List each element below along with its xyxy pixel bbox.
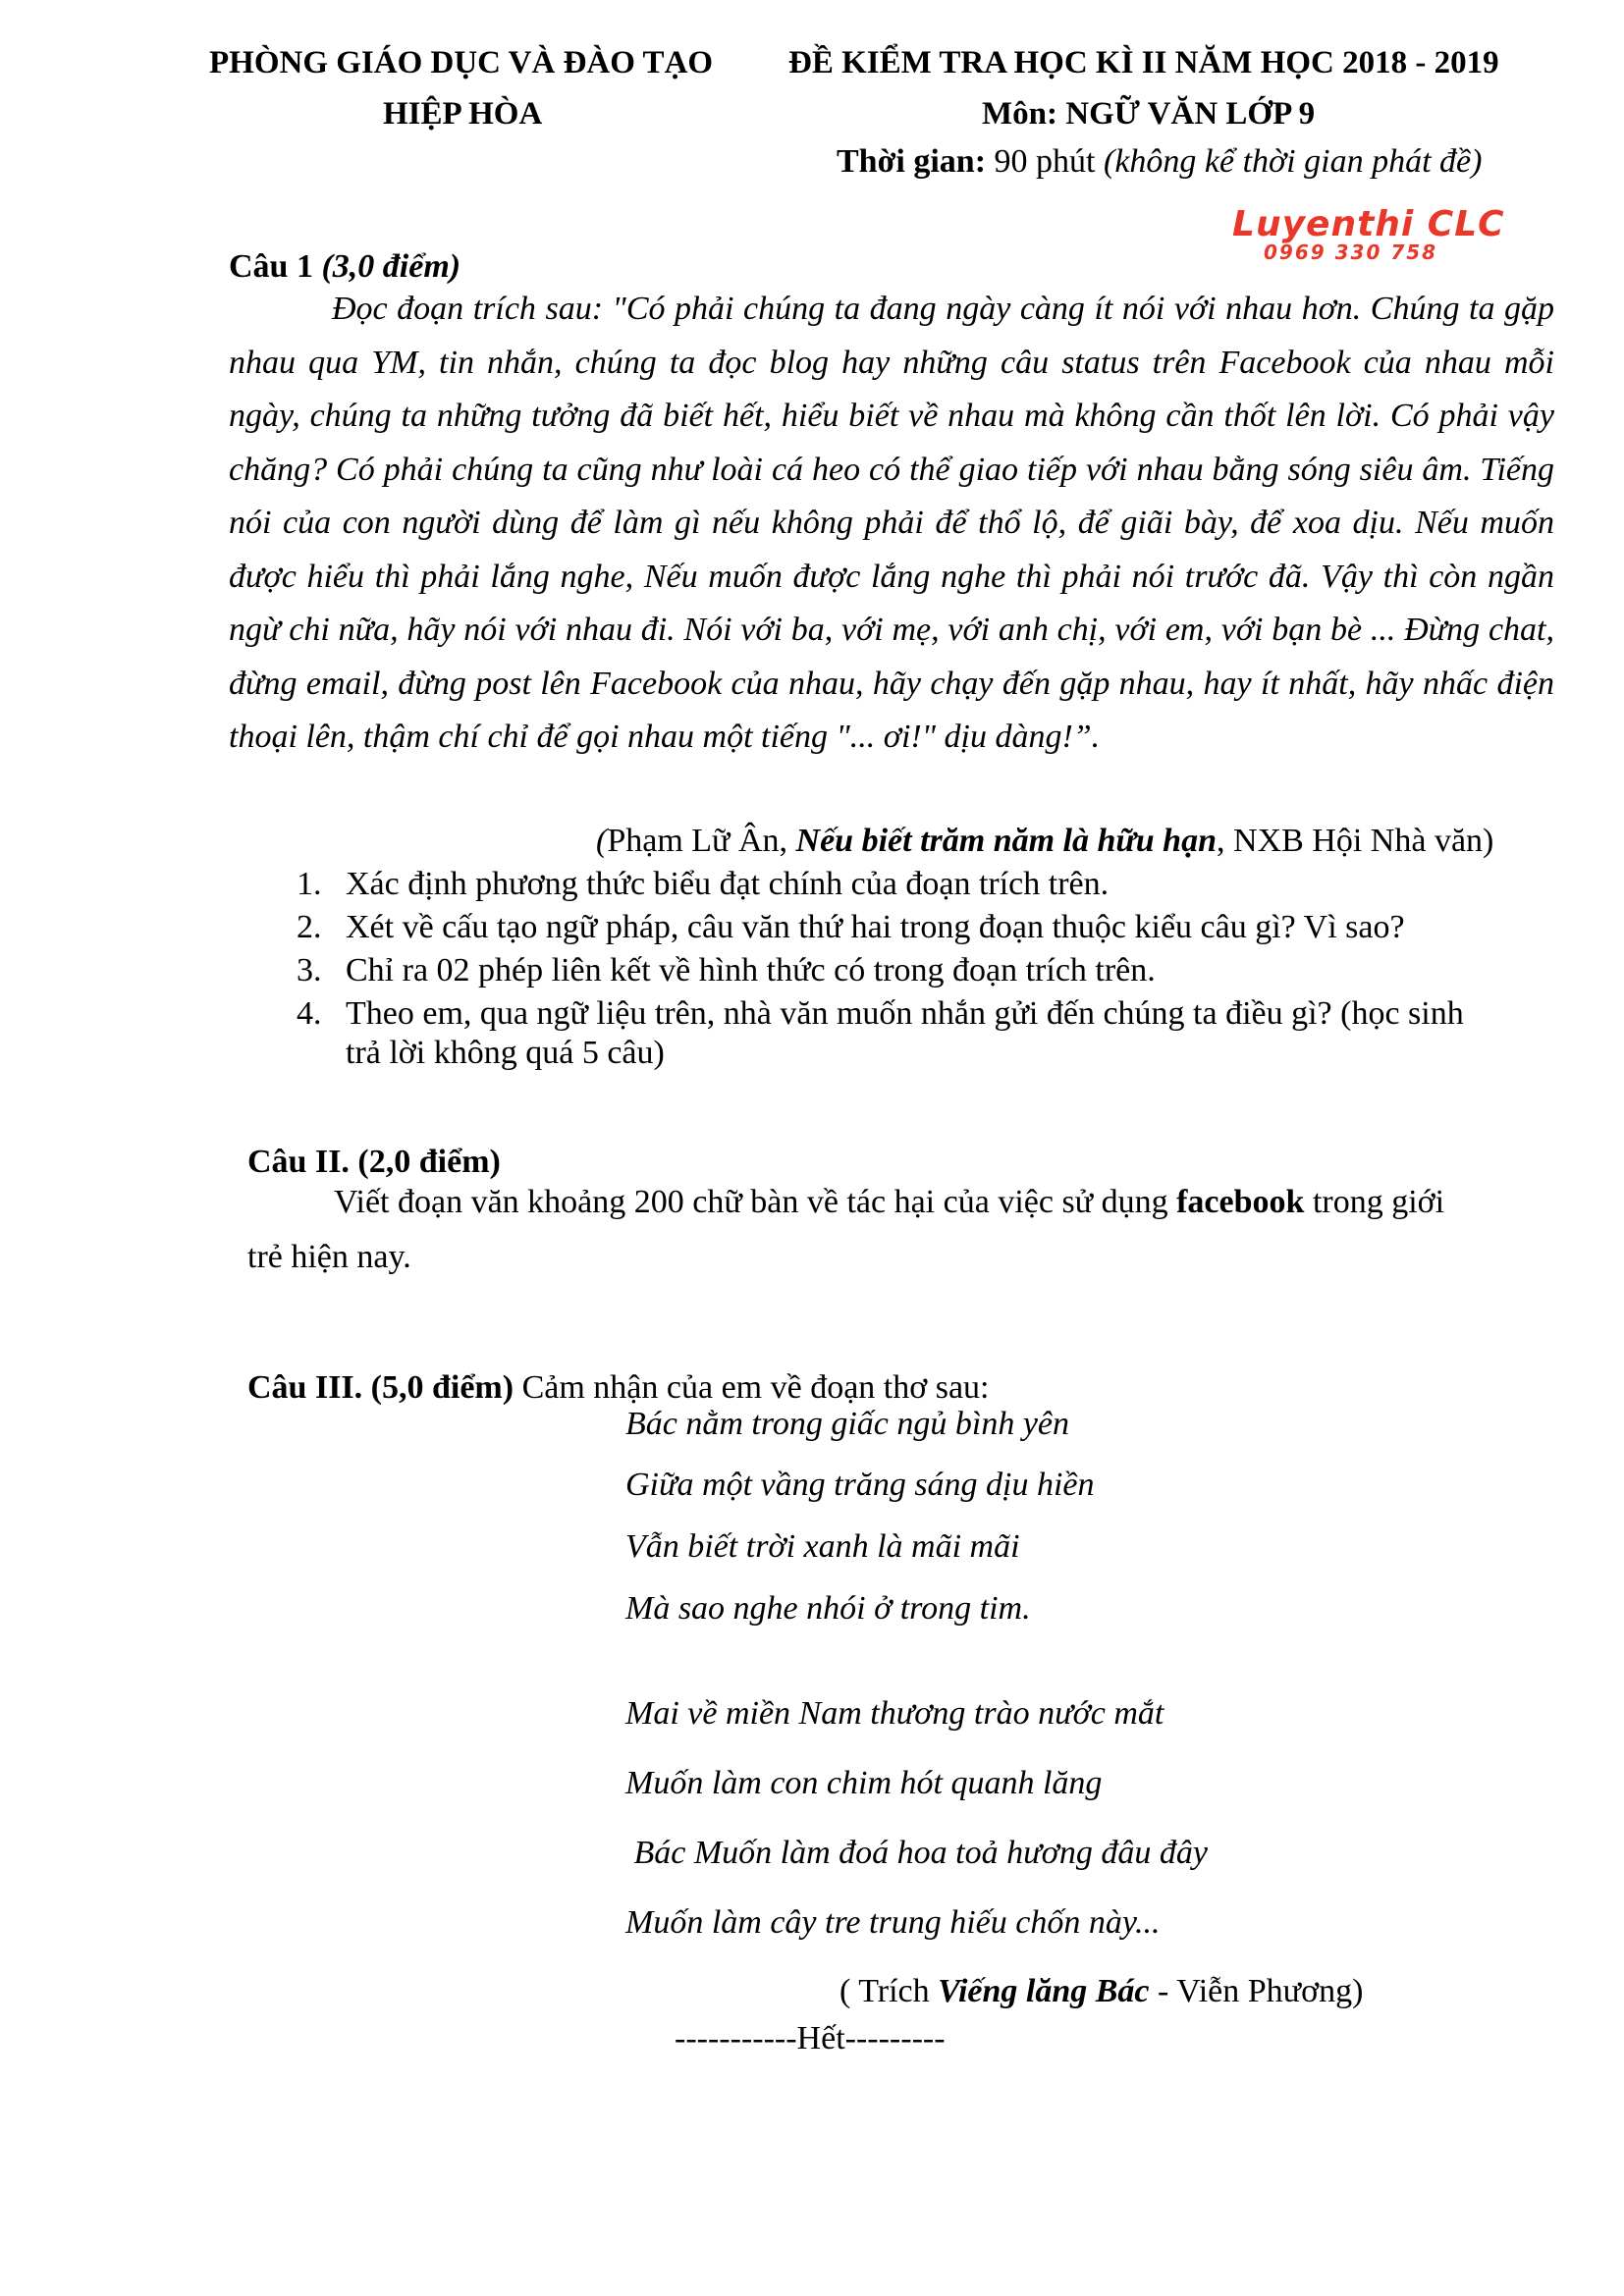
item-text: Chỉ ra 02 phép liên kết về hình thức có trong đoạn trích trên.	[346, 952, 1156, 988]
q1-heading	[229, 248, 460, 286]
q1-task-list	[297, 865, 1573, 1077]
item-number: 3.	[297, 952, 322, 988]
q2-title: Câu II. (2,0 điểm)	[247, 1144, 501, 1180]
poem-line: Muốn làm cây tre trung hiếu chốn này...	[625, 1904, 1161, 1941]
poem-line: Mai về miền Nam thương trào nước mắt	[625, 1695, 1164, 1732]
end-mark: -----------Hết---------	[675, 2020, 946, 2056]
q3-heading	[247, 1369, 989, 1407]
q1-source	[596, 823, 1493, 860]
poem-line: Mà sao nghe nhói ở trong tim.	[625, 1590, 1031, 1627]
luyenthi-logo	[1232, 204, 1505, 264]
logo-phone: 0969 330 758	[1264, 240, 1438, 264]
q2-text-before: Viết đoạn văn khoảng 200 chữ bàn về tác hại của việc sử dụng	[334, 1184, 1177, 1220]
item-text: Xét về cấu tạo ngữ pháp, câu văn thứ hai trong đoạn thuộc kiểu câu gì? Vì sao?	[346, 909, 1405, 945]
q3-source-title: Viếng lăng Bác	[938, 1973, 1150, 2009]
list-item	[297, 908, 1573, 947]
item-number: 4.	[297, 995, 322, 1032]
q1-points: (3,0 điểm)	[321, 248, 461, 285]
q1-title: Câu 1	[229, 248, 322, 285]
poem-line: Bác Muốn làm đoá hoa toả hương đâu đây	[625, 1835, 1208, 1871]
logo-name: Luyenthi CLC	[1232, 204, 1505, 244]
q3-source-prefix: ( Trích	[839, 1973, 939, 2009]
item-number: 1.	[297, 866, 322, 902]
item-number: 2.	[297, 909, 322, 945]
poem-line: Muốn làm con chim hót quanh lăng	[625, 1765, 1103, 1801]
q3-source-suffix: - Viễn Phương)	[1149, 1973, 1364, 2009]
q3-prompt: Cảm nhận của em về đoạn thơ sau:	[514, 1369, 990, 1406]
poem-line: Vẫn biết trời xanh là mãi mãi	[625, 1528, 1020, 1565]
poem-line: Bác nằm trong giấc ngủ bình yên	[625, 1406, 1069, 1442]
q2-text-line2: trẻ hiện nay.	[247, 1239, 411, 1275]
time-label: Thời gian:	[837, 143, 987, 180]
q3-source	[839, 1973, 1363, 2010]
time-value: 90 phút	[986, 143, 1104, 180]
list-item	[297, 951, 1573, 990]
poem-line: Giữa một vầng trăng sáng dịu hiền	[625, 1467, 1095, 1503]
q2-text-after: trong giới	[1304, 1184, 1445, 1220]
time-note: (không kể thời gian phát đề)	[1104, 143, 1483, 180]
exam-title: ĐỀ KIỂM TRA HỌC KÌ II NĂM HỌC 2018 - 2019	[788, 45, 1499, 80]
department-name: PHÒNG GIÁO DỤC VÀ ĐÀO TẠO	[209, 45, 714, 80]
q3-title: Câu III. (5,0 điểm)	[247, 1369, 514, 1406]
q1-source-open: (	[596, 823, 608, 859]
district-name: HIỆP HÒA	[383, 96, 543, 132]
q1-source-book: Nếu biết trăm năm là hữu hạn	[795, 823, 1218, 859]
item-text: Xác định phương thức biểu đạt chính của đoạn trích trên.	[346, 866, 1110, 902]
list-item	[297, 994, 1573, 1073]
q1-source-author: Phạm Lữ Ân,	[607, 823, 796, 859]
subject-line: Môn: NGỮ VĂN LỚP 9	[982, 96, 1316, 132]
q2-text-bold: facebook	[1176, 1184, 1305, 1220]
time-line	[837, 143, 1482, 181]
q1-source-publisher: , NXB Hội Nhà văn)	[1217, 823, 1494, 859]
item-text-continued: trả lời không quá 5 câu)	[346, 1035, 665, 1071]
list-item	[297, 865, 1573, 904]
item-text: Theo em, qua ngữ liệu trên, nhà văn muốn nhắn gửi đến chúng ta điều gì? (học sinh	[346, 995, 1464, 1032]
q2-text	[334, 1184, 1444, 1221]
q1-passage: Đọc đoạn trích sau: "Có phải chúng ta đang ngày càng ít nói với nhau hơn. Chúng ta gặp nhau qua YM, tin nhắn, chúng ta đọc blog hay những câu status trên Facebook của nhau mỗi ngày, chúng ta những tưởng đã biết hết, hiểu biết về nhau mà không cần thốt lên lời. Có phải vậy chăng? Có phải chúng ta cũng như loài cá heo có thể giao tiếp với nhau bằng sóng siêu âm. Tiếng nói của con người dùng để làm gì nếu không phải để thổ lộ, để giãi bày, để xoa dịu. Nếu muốn được hiểu thì phải lắng nghe, Nếu muốn được lắng nghe thì phải nói trước đã. Vậy thì còn ngần ngừ chi nữa, hãy nói với nhau đi. Nói với ba, với mẹ, với anh chị, với em, với bạn bè ... Đừng chat, đừng email, đừng post lên Facebook của nhau, hãy chạy đến gặp nhau, hay ít nhất, hãy nhấc điện thoại lên, thậm chí chỉ để gọi nhau một tiếng "... ơi!" dịu dàng!”.	[229, 291, 1554, 755]
